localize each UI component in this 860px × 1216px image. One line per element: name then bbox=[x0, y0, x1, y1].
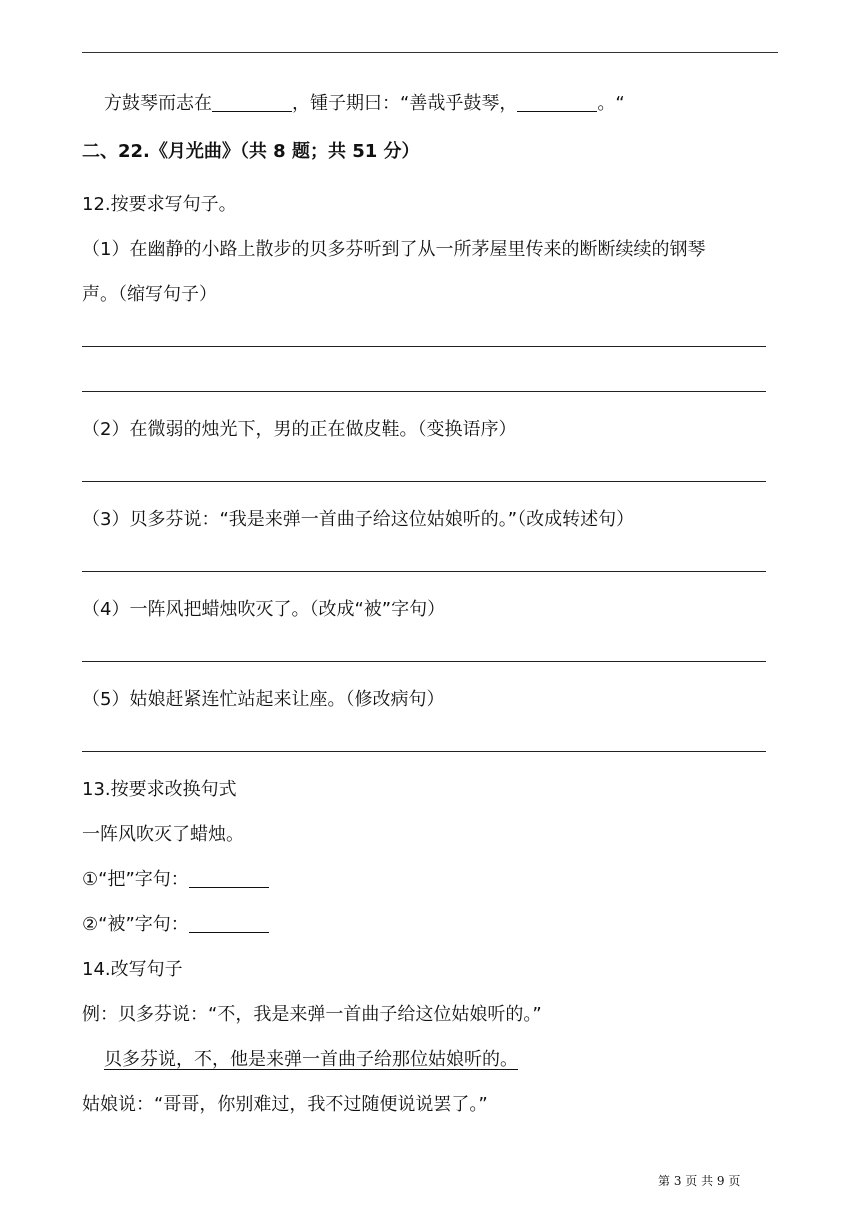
q13-item2: ②“被”字句： bbox=[82, 913, 269, 937]
page-footer: 第 3 页 共 9 页 bbox=[658, 1174, 741, 1188]
answer-line-3[interactable] bbox=[82, 571, 766, 572]
q14-sentence: 姑娘说：“哥哥，你别难过，我不过随便说说罢了。” bbox=[82, 1094, 488, 1115]
answer-line-5[interactable] bbox=[82, 751, 766, 752]
q13-sentence: 一阵风吹灭了蜡烛。 bbox=[82, 824, 244, 845]
q14-example-answer: 贝多芬说，不，他是来弹一首曲子给那位姑娘听的。 bbox=[104, 1049, 518, 1070]
q13-item1: ①“把”字句： bbox=[82, 868, 269, 892]
q12-s1-line2: 声。（缩写句子） bbox=[82, 284, 217, 305]
fill-blank-1[interactable] bbox=[212, 93, 292, 112]
section-heading: 二、22.《月光曲》（共 8 题；共 51 分） bbox=[82, 141, 420, 162]
q14-example: 例：贝多芬说：“不，我是来弹一首曲子给这位姑娘听的。” bbox=[82, 1004, 542, 1025]
q12-title: 12.按要求写句子。 bbox=[82, 194, 237, 215]
q12-s2: （2）在微弱的烛光下，男的正在做皮鞋。（变换语序） bbox=[82, 419, 517, 440]
ba-blank[interactable] bbox=[189, 869, 269, 888]
header-rule bbox=[82, 52, 778, 53]
q12-s4: （4）一阵风把蜡烛吹灭了。（改成“被”字句） bbox=[82, 599, 446, 620]
q12-s3: （3）贝多芬说：“我是来弹一首曲子给这位姑娘听的。”（改成转述句） bbox=[82, 509, 635, 530]
q14-title: 14.改写句子 bbox=[82, 959, 183, 980]
answer-line-1b[interactable] bbox=[82, 391, 766, 392]
answer-line-4[interactable] bbox=[82, 661, 766, 662]
classical-fill-line: 方鼓琴而志在 ，锺子期曰：“善哉乎鼓琴， 。“ bbox=[104, 93, 625, 114]
answer-line-2[interactable] bbox=[82, 481, 766, 482]
fill-blank-2[interactable] bbox=[517, 93, 597, 112]
bei-blank[interactable] bbox=[189, 914, 269, 933]
answer-line-1a[interactable] bbox=[82, 346, 766, 347]
q12-s1-line1: （1）在幽静的小路上散步的贝多芬听到了从一所茅屋里传来的断断续续的钢琴 bbox=[82, 239, 706, 260]
q13-title: 13.按要求改换句式 bbox=[82, 779, 237, 800]
q12-s5: （5）姑娘赶紧连忙站起来让座。（修改病句） bbox=[82, 689, 445, 710]
